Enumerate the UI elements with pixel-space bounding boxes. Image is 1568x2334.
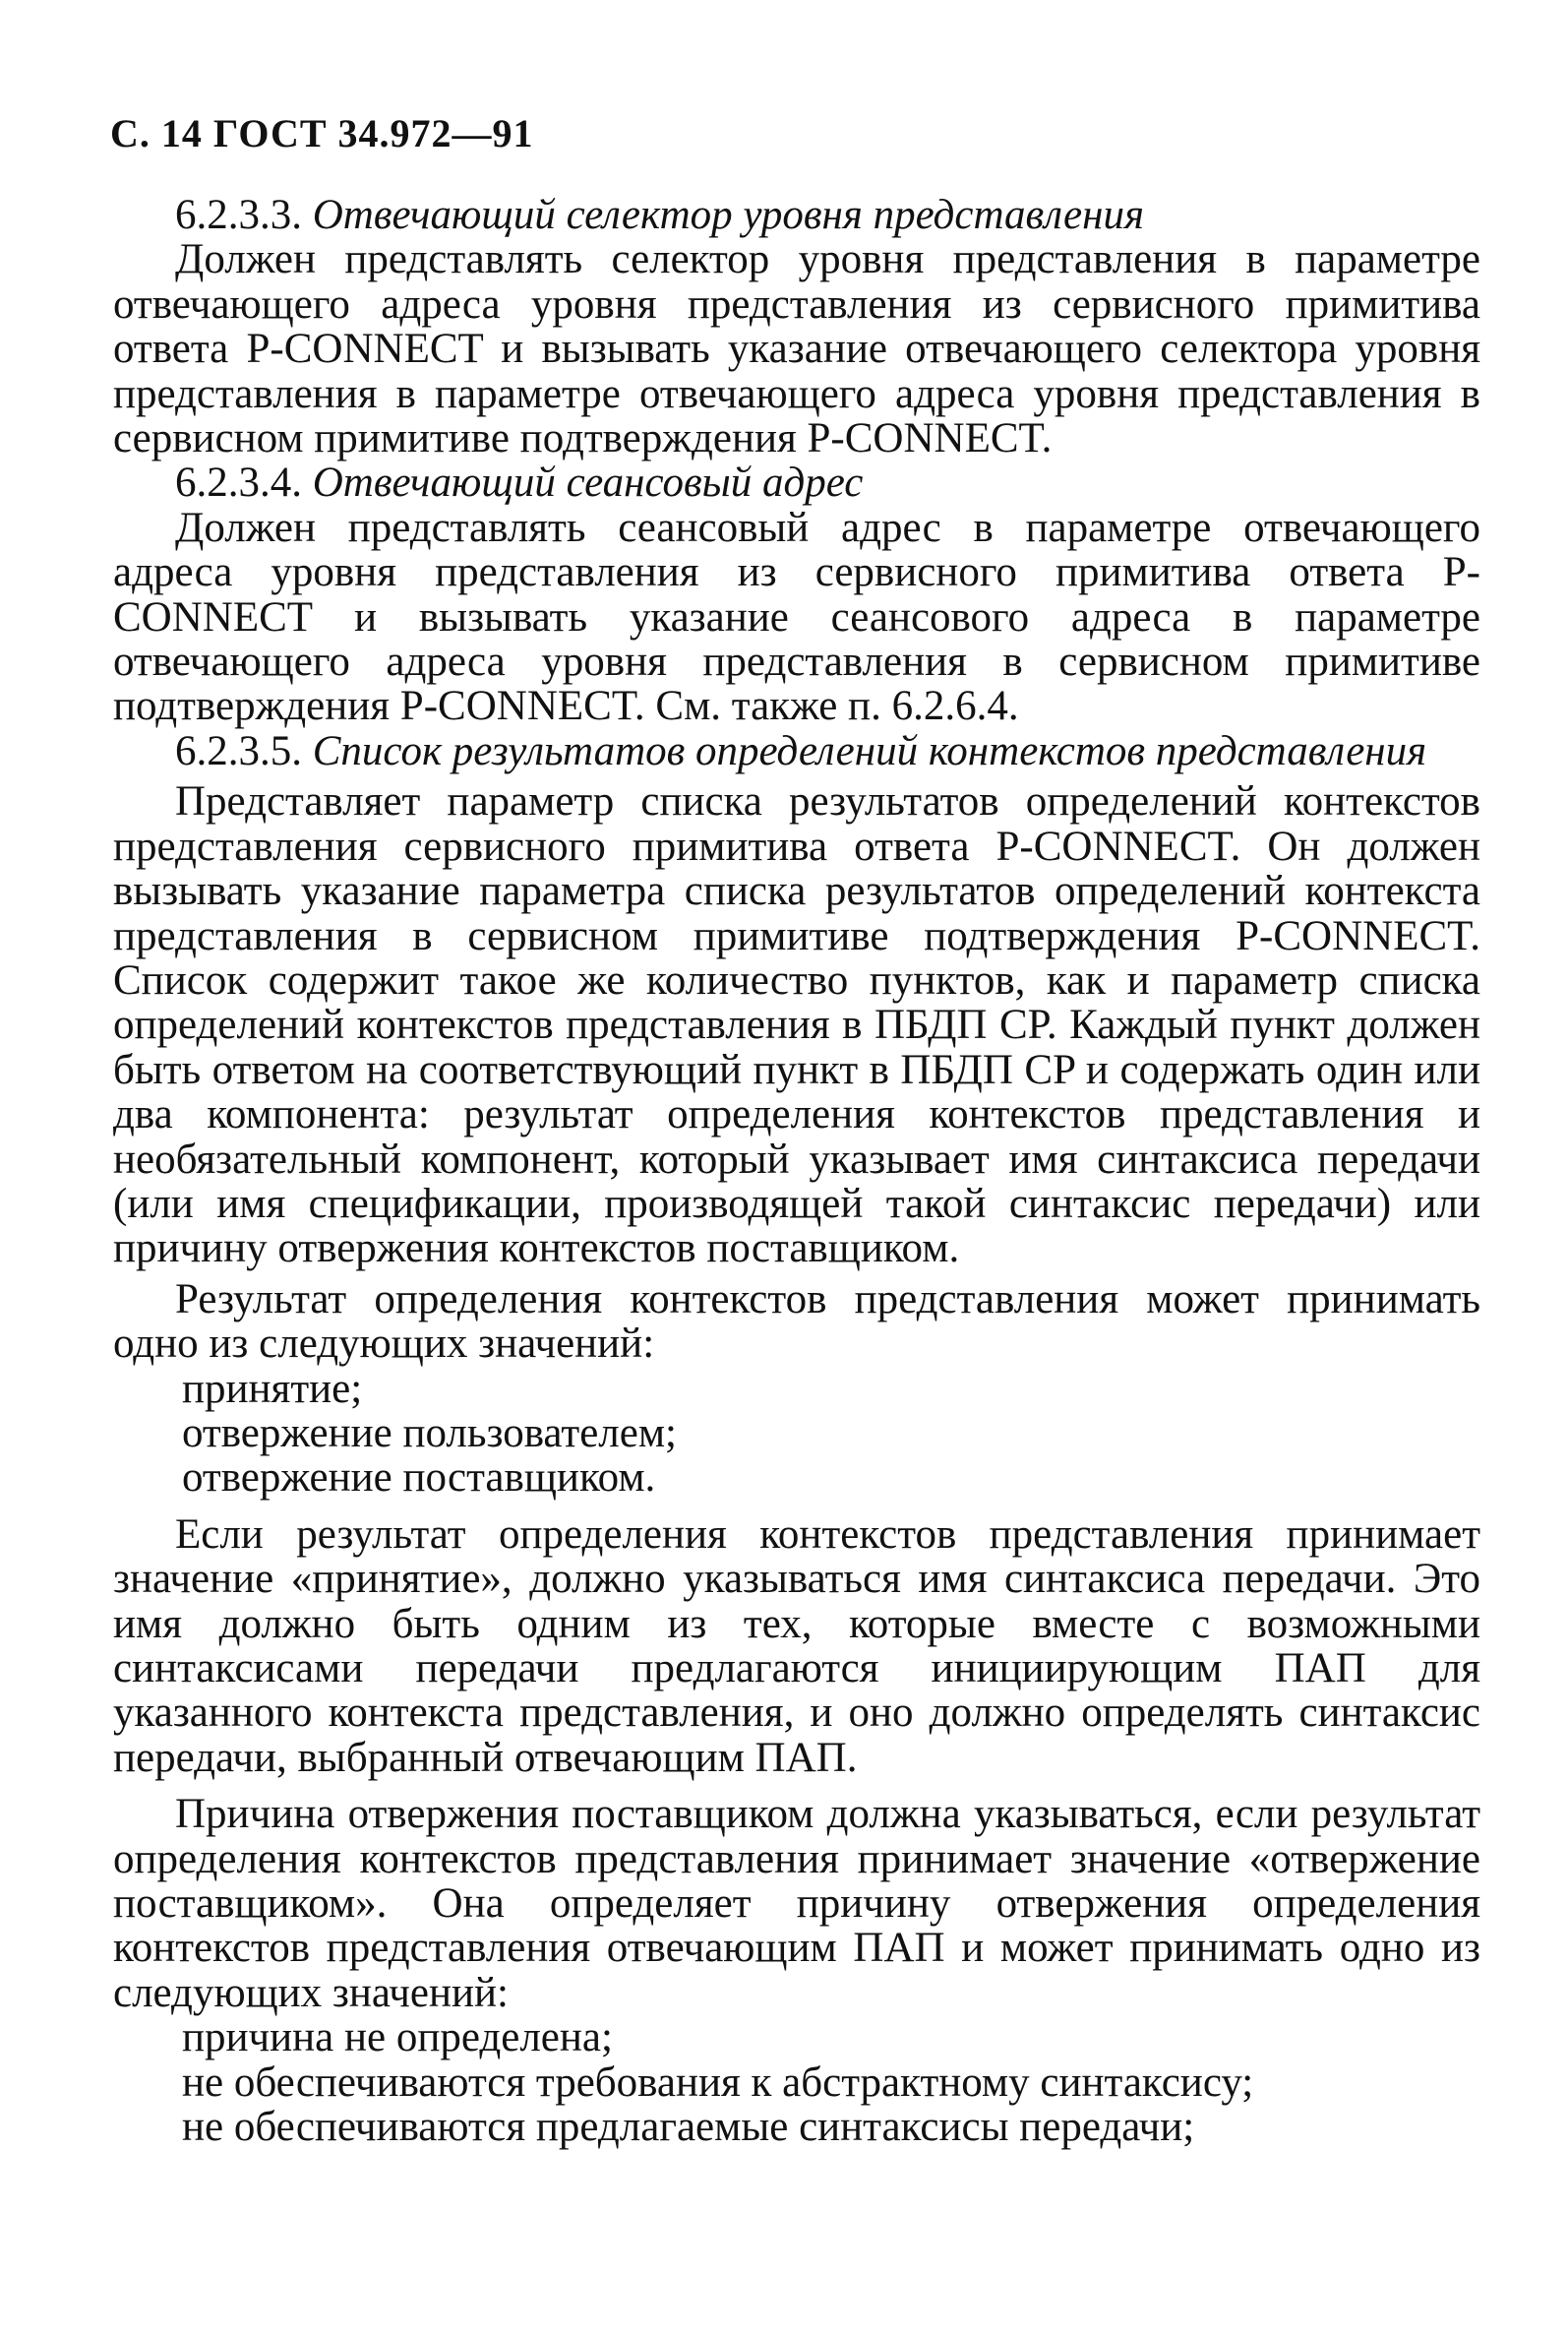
section-number: 6.2.3.3. [175,192,302,238]
section-title: Отвечающий селектор уровня представления [312,192,1144,238]
section-heading [113,461,1480,505]
section-title: Список результатов определений контекстов представления [312,727,1427,774]
list-item: не обеспечиваются предлагаемые синтаксисы передачи; [182,2104,1195,2151]
list-item: отвержение поставщиком. [182,1454,656,1502]
list-item: не обеспечиваются требования к абстрактному синтаксису; [182,2058,1254,2106]
section-heading [113,193,1480,237]
page-header [110,110,534,156]
acceptance-paragraph: Если результат определения контекстов представления принимает значение «принятие», должно указываться имя синтаксиса передачи. Это имя должно быть одним из тех, которые вместе с возможными синтаксисами передачи предлагаются инициирующим ПАП для указанного контекста представления, и оно должно определять синтаксис передачи, выбранный отвечающим ПАП. [113,1510,1480,1781]
section-text: Должен представлять сеансовый адрес в параметре отвечающего адреса уровня представления из сервисного примитива ответа P-CONNECT и вызывать указание сеансового адреса в параметре отвечающего адреса уровня представления в сервисном примитиве подтверждения P-CONNECT. См. также п. 6.2.6.4. [113,504,1480,730]
result-intro: Результат определения контекстов представления может принимать одно из следующих значений: [113,1275,1480,1368]
list-item: причина не определена; [182,2014,613,2061]
section-number: 6.2.3.4. [175,460,302,507]
list-item: отвержение пользователем; [182,1409,677,1456]
section-text: Должен представлять селектор уровня представления в параметре отвечающего адреса уровня представления из сервисного примитива ответа P-CONNECT и вызывать указание отвечающего селектора уровня представления в параметре отвечающего адреса уровня представления в сервисном примитиве подтверждения P-CONNECT. [113,236,1480,462]
section-text: Представляет параметр списка результатов определений контекстов представления сервисного примитива ответа P-CONNECT. Он должен вызывать указание параметра списка результатов определений контекста представления в сервисном примитиве подтверждения P-CONNECT. Список содержит такое же количество пунктов, как и параметр списка определений контекстов представления в ПБДП CP. Каждый пункт должен быть ответом на соответствующий пункт в ПБДП CP и содержать один или два компонента: результат определения контекстов представления и необязательный компонент, который указывает имя синтаксиса передачи (или имя спецификации, производящей такой синтаксис передачи) или причину отвержения контекстов поставщиком. [113,778,1480,1272]
section-number: 6.2.3.5. [175,727,302,774]
section-title: Отвечающий сеансовый адрес [312,460,864,507]
standard-number: ГОСТ 34.972—91 [212,111,534,155]
list-item: принятие; [182,1365,363,1412]
document-body [113,193,1480,2149]
section-heading [113,729,1480,773]
page-reference: С. 14 [110,111,203,155]
reason-paragraph: Причина отвержения поставщиком должна указываться, если результат определения контекстов представления принимает значение «отвержение поставщиком». Она определяет причину отвержения определения контекстов представления отвечающим ПАП и может принимать одно из следующих значений: [113,1791,1480,2016]
